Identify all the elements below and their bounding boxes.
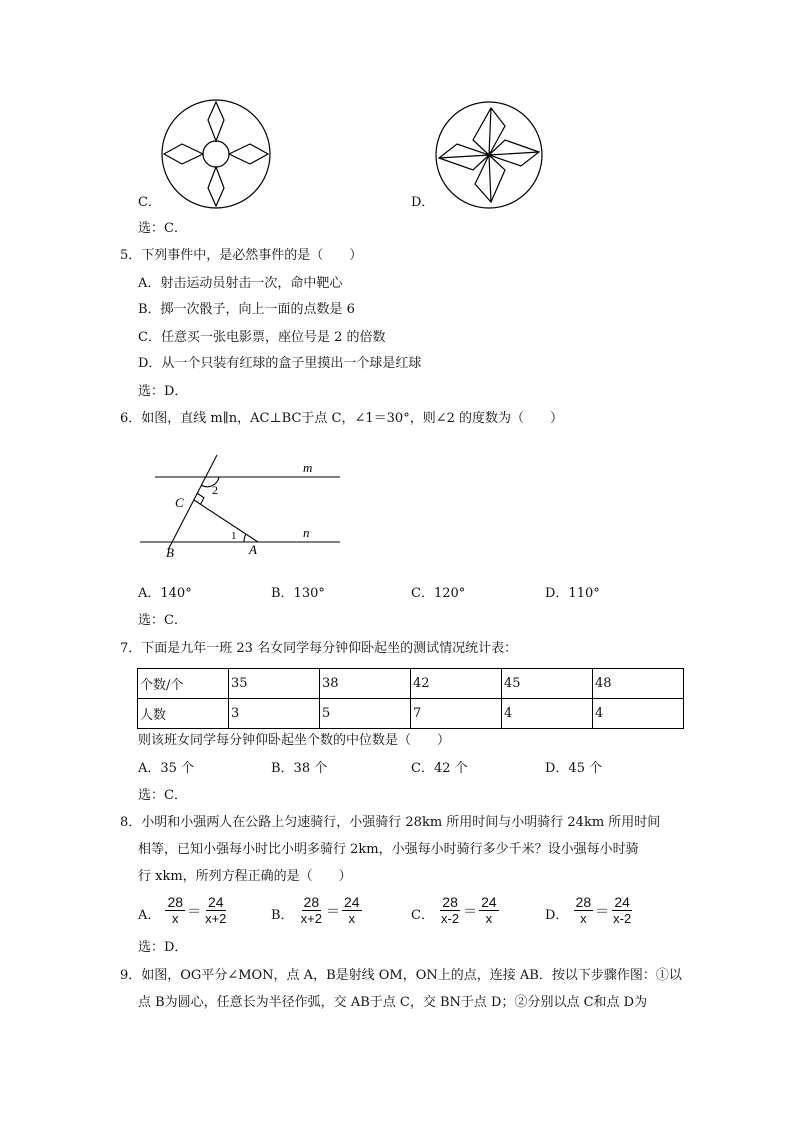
q8-line2: 相等，已知小强每小时比小明多骑行 2km，小强每小时骑行多少千米？设小强每小时骑 [138, 842, 639, 857]
table-cell: 48 [593, 669, 684, 699]
q6-option-d: D．110° [545, 586, 600, 601]
q4-answer: 选：C． [138, 221, 187, 236]
q8-line3: 行 xkm，所列方程正确的是（ ） [138, 869, 352, 884]
table-cell: 3 [229, 699, 320, 729]
q6-stem: 6．如图，直线 m∥n，AC⊥BC于点 C，∠1＝30°，则∠2 的度数为（ ） [120, 411, 563, 426]
label-a: A [249, 542, 257, 557]
table-cell: 人数 [138, 699, 229, 729]
q6-option-c: C．120° [411, 586, 466, 601]
q5-answer: 选：D． [138, 384, 188, 399]
q5-stem: 5．下列事件中，是必然事件的是（ ） [120, 248, 363, 263]
table-row [138, 699, 684, 729]
q9-line2: 点 B为圆心，任意长为半径作弧，交 AB于点 C，交 BN于点 D；②分别以点 C和点 D为 [138, 995, 648, 1010]
q8-option-c: $_{C.}$ $\frac{28}{x-2}$ ＝ $\frac{24}{x}$ [411, 894, 497, 926]
option-c-label: C． [138, 195, 161, 210]
stats-table [137, 668, 684, 729]
label-b: B [166, 545, 174, 560]
q7-option-a: A．35 个 [138, 761, 195, 776]
q5-option-c: C．任意买一张电影票，座位号是 2 的倍数 [138, 330, 386, 345]
q7-option-d: D．45 个 [545, 761, 603, 776]
table-cell: 38 [320, 669, 411, 699]
q8-option-a: $_{A.}$ $\frac{28}{x}$ ＝ $\frac{24}{x+2}$ [138, 894, 227, 926]
q8-answer: 选：D． [138, 940, 188, 955]
label-angle-1: 1 [231, 530, 237, 542]
option-d-label: D． [411, 195, 435, 210]
q8-option-b: $_{B.}$ $\frac{28}{x+2}$ ＝ $\frac{24}{x}$ [271, 894, 360, 926]
table-cell: 7 [411, 699, 502, 729]
q5-option-a: A．射击运动员射击一次，命中靶心 [138, 276, 343, 291]
table-cell: 45 [502, 669, 593, 699]
table-cell: 4 [593, 699, 684, 729]
q6-option-a: A．140° [138, 586, 192, 601]
q8-option-d: $_{D.}$ $\frac{28}{x}$ ＝ $\frac{24}{x-2}$ [545, 894, 632, 926]
option-d-figure [433, 100, 545, 210]
table-row [138, 669, 684, 699]
q7-option-c: C．42 个 [411, 761, 468, 776]
q6-answer: 选：C． [138, 613, 187, 628]
table-cell: 5 [320, 699, 411, 729]
table-cell: 35 [229, 669, 320, 699]
q8-line1: 8．小明和小强两人在公路上匀速骑行，小强骑行 28km 所用时间与小明骑行 24km 所用时间 [120, 815, 661, 830]
q7-answer: 选：C． [138, 788, 187, 803]
label-c: C [175, 495, 184, 510]
table-cell: 42 [411, 669, 502, 699]
option-c-figure [160, 98, 272, 210]
label-angle-2: 2 [212, 483, 218, 497]
table-cell: 个数/个 [138, 669, 229, 699]
q6-option-b: B．130° [271, 586, 325, 601]
q7-option-b: B．38 个 [271, 761, 328, 776]
q6-figure [135, 450, 350, 565]
label-m: m [303, 460, 313, 475]
q5-option-b: B．掷一次骰子，向上一面的点数是 6 [138, 302, 355, 317]
table-cell: 4 [502, 699, 593, 729]
q5-option-d: D．从一个只装有红球的盒子里摸出一个球是红球 [138, 356, 422, 371]
q7-question: 则该班女同学每分钟仰卧起坐个数的中位数是（ ） [138, 733, 451, 748]
q9-line1: 9．如图，OG平分∠MON，点 A，B是射线 OM，ON上的点，连接 AB．按以下步骤作图：①以 [120, 968, 682, 983]
label-n: n [303, 525, 310, 540]
q7-stem: 7．下面是九年一班 23 名女同学每分钟仰卧起坐的测试情况统计表： [120, 641, 518, 656]
